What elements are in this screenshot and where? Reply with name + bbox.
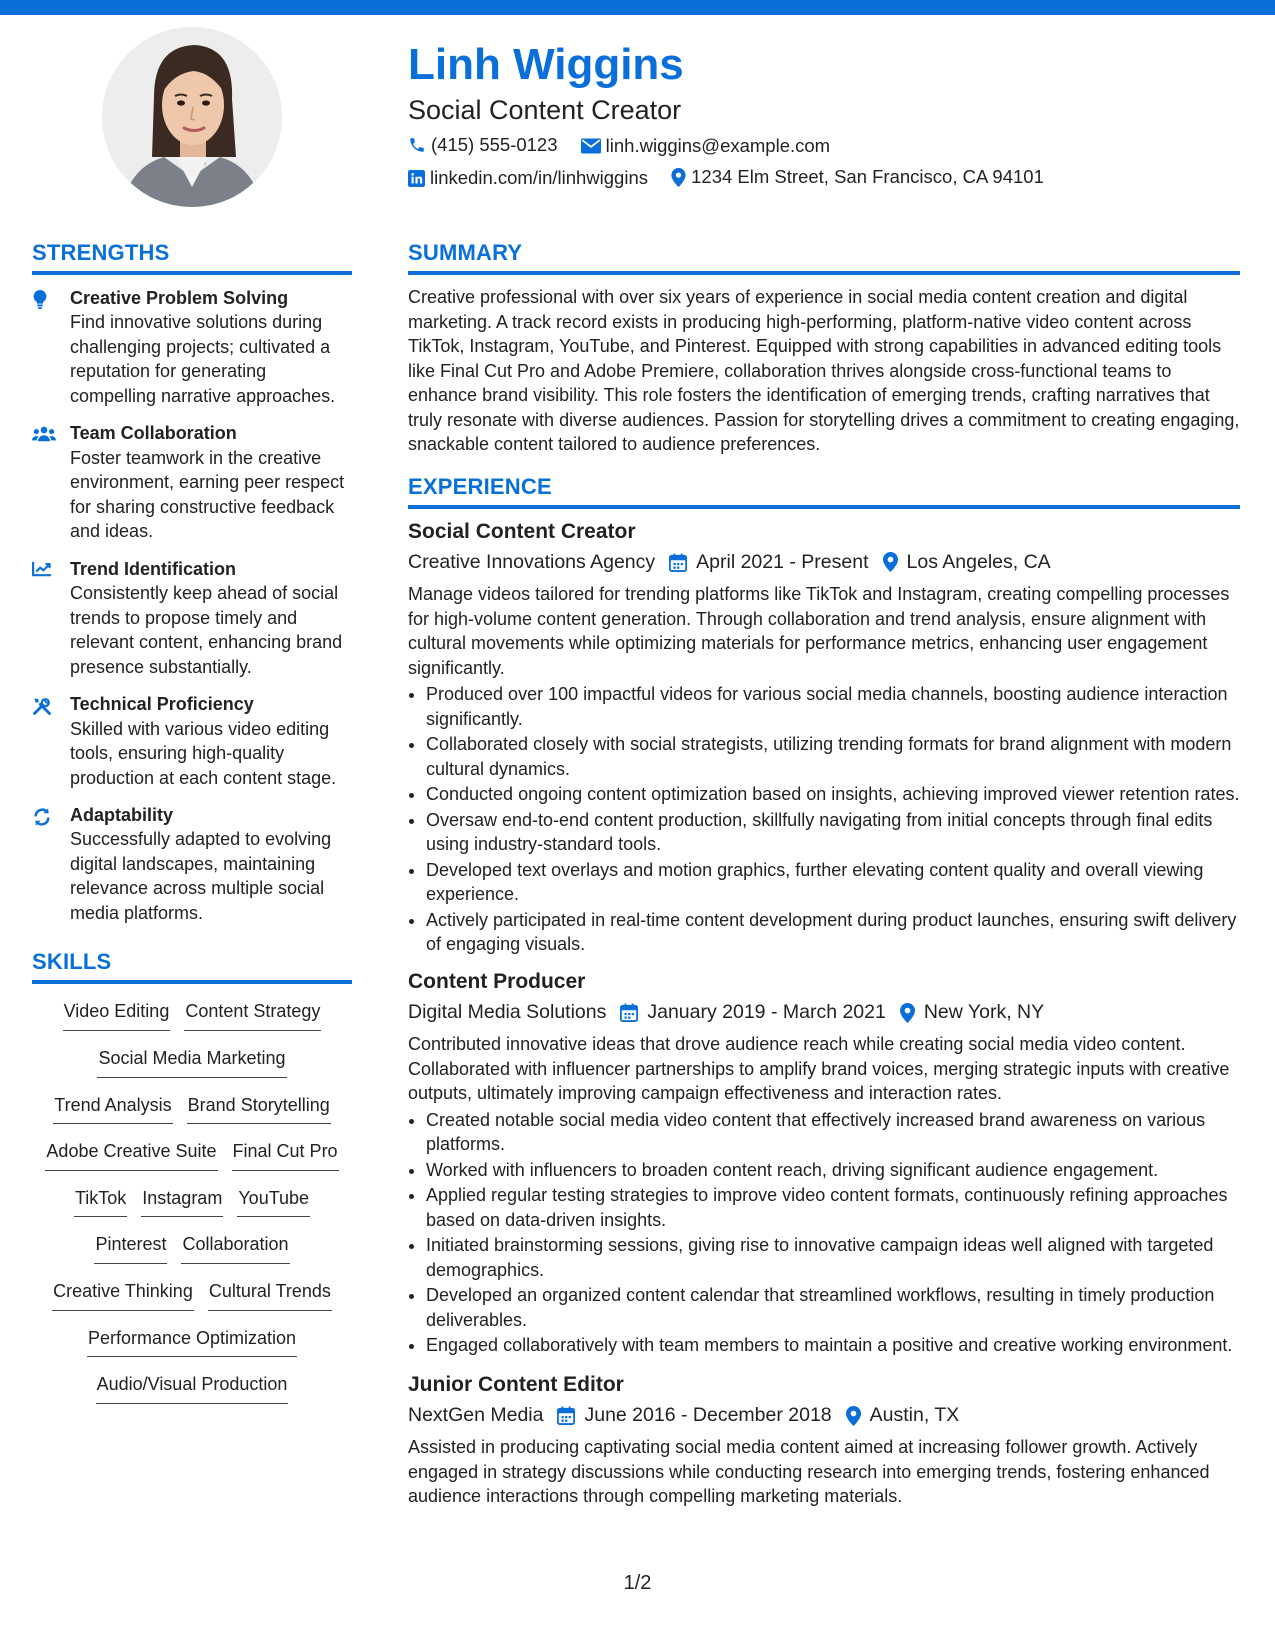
tools-icon	[32, 696, 52, 716]
map-pin-icon	[671, 168, 686, 187]
job-meta	[408, 1403, 1240, 1428]
strength-title: Trend Identification	[70, 558, 237, 579]
skill-tag: YouTube	[237, 1188, 310, 1218]
skill-tag: Video Editing	[63, 1001, 171, 1031]
top-accent-bar	[0, 0, 1275, 15]
bullet-item: • Oversaw end-to-end content production, skillfully navigating from initial concepts through final edits using industry-standard tools.	[426, 808, 1240, 857]
bullet-item: • Conducted ongoing content optimization based on insights, achieving improved viewer retention rates.	[426, 782, 1240, 807]
job-entry	[408, 518, 1240, 957]
strength-description: Foster teamwork in the creative environment, earning peer respect for sharing constructive feedback and ideas.	[70, 447, 345, 542]
bullet-item: • Actively participated in real-time content development during product launches, ensuring swift delivery of engaging visuals.	[426, 908, 1240, 957]
trend-chart-icon	[32, 561, 52, 577]
skill-tag: Content Strategy	[184, 1001, 321, 1031]
job-bullets	[408, 1108, 1240, 1358]
job-title: Social Content Creator	[408, 519, 636, 543]
skill-tag: TikTok	[74, 1188, 127, 1218]
phone-contact[interactable]	[408, 134, 558, 156]
job-dates: January 2019 - March 2021	[647, 1000, 886, 1023]
skill-tag: Trend Analysis	[53, 1095, 172, 1125]
skill-row	[32, 1281, 352, 1311]
job-description: Manage videos tailored for trending platforms like TikTok and Instagram, creating compelling processes for high-volume content generation. Through collaboration and trend analysis, ensure alignment with cultural movements while optimizing materials for performance metrics, enhancing user engagement significantly.	[408, 584, 1230, 678]
job-meta	[408, 550, 1240, 575]
bullet-item: • Worked with influencers to broaden content reach, driving significant audience engagement.	[426, 1158, 1240, 1183]
skill-row	[32, 1234, 352, 1264]
contact-row-1	[408, 134, 848, 159]
skill-tag: Social Media Marketing	[97, 1048, 286, 1078]
strength-item	[32, 804, 352, 925]
summary-text: Creative professional with over six years of experience in social media content creation and digital marketing. A track record exists in producing high-performing, platform-native video content across TikTok, Instagram, YouTube, and Pinterest. Equipped with strong capabilities in advanced editing tools like Final Cut Pro and Adobe Premiere, collaboration thrives alongside cross-functional teams to enhance brand visibility. This role fosters the identification of emerging trends, crafting narratives that truly resonate with diverse audiences. Passion for storytelling drives a commitment to creating engaging, snackable content tailored to audience preferences.	[408, 287, 1240, 454]
contact-row-2	[408, 166, 1062, 192]
skill-tag: Final Cut Pro	[232, 1141, 339, 1171]
calendar-icon	[557, 1406, 575, 1425]
skill-tag: Performance Optimization	[87, 1328, 297, 1358]
email-contact[interactable]	[581, 135, 830, 157]
bullet-item: • Produced over 100 impactful videos for various social media channels, boosting audience interaction significantly.	[426, 682, 1240, 731]
skill-tag: Creative Thinking	[52, 1281, 194, 1311]
bullet-item: • Initiated brainstorming sessions, giving rise to innovative campaign ideas well aligned with targeted demographics.	[426, 1233, 1240, 1282]
linkedin-icon	[408, 170, 425, 187]
skill-tag: Collaboration	[181, 1234, 289, 1264]
bullet-item: • Created notable social media video content that effectively increased brand awareness on various platforms.	[426, 1108, 1240, 1157]
job-location: Los Angeles, CA	[906, 550, 1051, 573]
job-dates: June 2016 - December 2018	[584, 1404, 832, 1427]
skill-tag: Cultural Trends	[208, 1281, 332, 1311]
strengths-heading: STRENGTHS	[32, 240, 352, 275]
job-entry	[408, 1371, 1240, 1509]
strength-title: Creative Problem Solving	[70, 288, 289, 308]
profile-photo	[102, 27, 282, 207]
bullet-item: • Developed text overlays and motion graphics, further elevating content quality and overall viewing experience.	[426, 858, 1240, 907]
candidate-title: Social Content Creator	[408, 95, 682, 125]
skill-tag: Adobe Creative Suite	[45, 1141, 217, 1171]
address-text: 1234 Elm Street, San Francisco, CA 94101	[691, 166, 1044, 187]
calendar-icon	[669, 553, 687, 572]
map-pin-icon	[900, 1003, 915, 1023]
job-entry	[408, 968, 1240, 1358]
skill-row	[32, 1048, 352, 1078]
company-name: Digital Media Solutions	[408, 1000, 607, 1023]
phone-icon	[408, 136, 426, 154]
strength-description: Skilled with various video editing tools, ensuring high-quality production at each content stage.	[70, 718, 337, 788]
strength-item	[32, 287, 352, 408]
skill-row	[32, 1141, 352, 1171]
skills-heading: SKILLS	[32, 949, 352, 984]
strength-title: Technical Proficiency	[70, 694, 254, 715]
skill-row	[32, 1328, 352, 1358]
strength-title: Team Collaboration	[70, 423, 237, 444]
linkedin-contact[interactable]	[408, 167, 648, 189]
skill-row	[32, 1001, 352, 1031]
phone-text: (415) 555-0123	[431, 134, 558, 155]
strength-description: Consistently keep ahead of social trends to propose timely and relevant content, enhancing brand presence substantially.	[70, 583, 343, 677]
skill-tag: Pinterest	[94, 1234, 167, 1264]
bullet-item: • Applied regular testing strategies to improve video content formats, continuously refining approaches based on data-driven insights.	[426, 1183, 1240, 1232]
skill-row	[32, 1095, 352, 1125]
job-location: New York, NY	[923, 1000, 1045, 1023]
email-text: linh.wiggins@example.com	[605, 135, 831, 156]
skill-tag: Audio/Visual Production	[96, 1374, 289, 1404]
calendar-icon	[620, 1003, 638, 1022]
job-dates: April 2021 - Present	[696, 550, 869, 573]
skill-tag: Instagram	[141, 1188, 223, 1218]
skill-tag: Brand Storytelling	[187, 1095, 331, 1125]
left-column	[32, 240, 352, 1404]
candidate-name: Linh Wiggins	[408, 40, 684, 89]
company-name: NextGen Media	[408, 1404, 544, 1427]
bullet-item: • Collaborated closely with social strategists, utilizing trending formats for brand alignment with modern cultural dynamics.	[426, 732, 1240, 781]
page-number: 1/2	[623, 1572, 652, 1594]
linkedin-text: linkedin.com/in/linhwiggins	[430, 167, 648, 188]
skill-row	[32, 1188, 352, 1218]
strength-title: Adaptability	[70, 805, 174, 826]
summary-heading: SUMMARY	[408, 240, 1240, 275]
envelope-icon	[581, 138, 601, 154]
skill-row	[32, 1374, 352, 1404]
job-description: Assisted in producing captivating social media content aimed at increasing follower growth. Actively engaged in strategy discussions while conducting research into emerging trends, fostering enhanced audience interactions through compelling marketing materials.	[408, 1437, 1210, 1507]
strength-description: Successfully adapted to evolving digital landscapes, maintaining relevance across multiple social media platforms.	[70, 829, 332, 923]
experience-heading: EXPERIENCE	[408, 474, 1240, 509]
strength-description: Find innovative solutions during challenging projects; cultivated a reputation for generating compelling narrative approaches.	[70, 312, 336, 406]
strength-item	[32, 693, 352, 790]
map-pin-icon	[846, 1406, 861, 1426]
job-meta	[408, 1000, 1240, 1025]
lightbulb-icon	[32, 290, 48, 310]
job-location: Austin, TX	[869, 1404, 960, 1427]
job-description: Contributed innovative ideas that drove audience reach while creating social media video content. Collaborated with influencer partnerships to amplify brand voices, merging strategic inputs with creative outputs, ultimately improving campaign effectiveness and interaction rates.	[408, 1034, 1230, 1104]
job-title: Content Producer	[408, 969, 586, 993]
job-title: Junior Content Editor	[408, 1372, 624, 1396]
sync-icon	[32, 807, 52, 827]
company-name: Creative Innovations Agency	[408, 550, 656, 573]
strength-item	[32, 558, 352, 679]
right-column	[408, 240, 1240, 1509]
map-pin-icon	[883, 552, 898, 572]
bullet-item: • Engaged collaboratively with team members to maintain a positive and creative working environment.	[426, 1333, 1240, 1358]
bullet-item: • Developed an organized content calendar that streamlined workflows, resulting in timely production deliverables.	[426, 1283, 1240, 1332]
address-contact	[671, 166, 1044, 188]
strength-item	[32, 422, 352, 543]
job-bullets	[408, 682, 1240, 957]
users-icon	[32, 425, 56, 443]
